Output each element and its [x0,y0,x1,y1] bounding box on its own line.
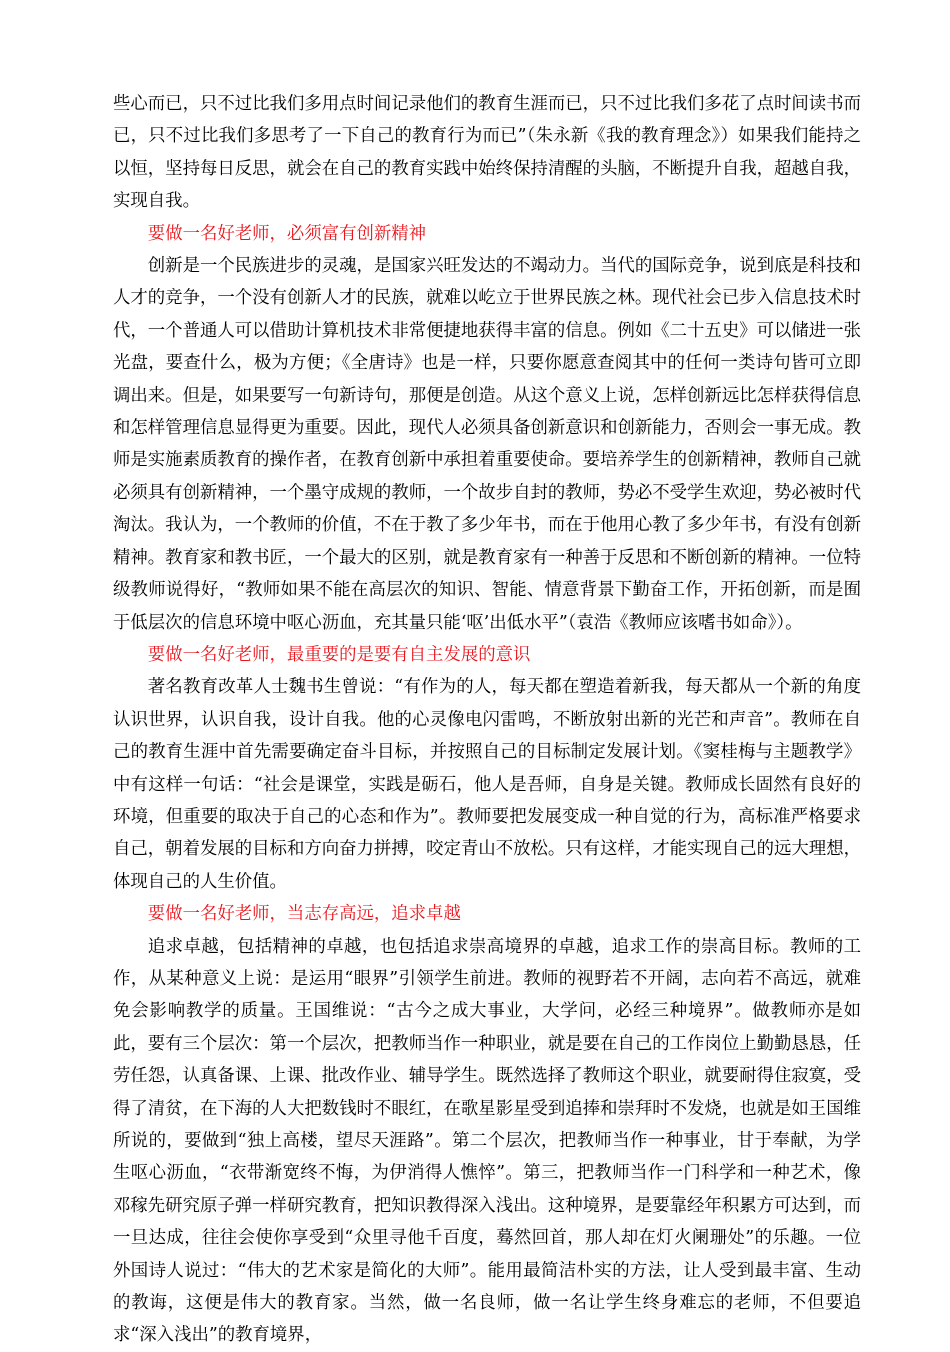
heading-self-development: 要做一名好老师，最重要的是要有自主发展的意识 [147,644,531,665]
heading-innovation: 要做一名好老师，必须富有创新精神 [147,223,427,244]
heading-pursue-excellence: 要做一名好老师，当志存高远，追求卓越 [147,904,461,925]
paragraph-innovation: 创新是一个民族进步的灵魂，是国家兴旺发达的不竭动力。当代的国际竞争，说到底是科技和人才的竞争，一个没有创新人才的民族，就难以屹立于世界民族之林。现代社会已步入信息技术时代，一个普通人可以借助计算机技术非常便捷地获得丰富的信息。例如《二十五史》可以储进一张光盘，要查什么，极为方便；《全唐诗》也是一样，只要你愿意查阅其中的任何一类诗句皆可立即调出来。但是，如果要写一句新诗句，那便是创造。从这个意义上说，怎样创新远比怎样获得信息和怎样管理信息显得更为重要。因此，现代人必须具备创新意识和创新能力，否则会一事无成。教师是实施素质教育的操作者，在教育创新中承担着重要使命。要培养学生的创新精神，教师自己就必须具有创新精神，一个墨守成规的教师，一个故步自封的教师，势必不受学生欢迎，势必被时代淘汰。我认为，一个教师的价值，不在于教了多少年书，而在于他用心教了多少年书，有没有创新精神。教育家和教书匠，一个最大的区别，就是教育家有一种善于反思和不断创新的精神。一位特级教师说得好，“教师如果不能在高层次的知识、智能、情意背景下勤奋工作，开拓创新，而是囿于低层次的信息环境中呕心沥血，充其量只能‘呕’出低水平”（袁浩《教师应该嗜书如命》）。 [113,256,861,633]
paragraph-self-development: 著名教育改革人士魏书生曾说：“有作为的人，每天都在塑造着新我，每天都从一个新的角度认识世界，认识自我，设计自我。他的心灵像电闪雷鸣，不断放射出新的光芒和声音”。教师在自己的教育生涯中首先需要确定奋斗目标，并按照自己的目标制定发展计划。《窦桂梅与主题教学》中有这样一句话：“社会是课堂，实践是砺石，他人是吾师，自身是关键。教师成长固然有良好的环境，但重要的取决于自己的心态和作为”。教师要把发展变成一种自觉的行为，高标准严格要求自己，朝着发展的目标和方向奋力拼搏，咬定青山不放松。只有这样，才能实现自己的远大理想，体现自己的人生价值。 [113,677,861,892]
document-page [113,88,861,1352]
paragraph-reflection-ending: 些心而已，只不过比我们多用点时间记录他们的教育生涯而已，只不过比我们多花了点时间读书而已，只不过比我们多思考了一下自己的教育行为而已”（朱永新《我的教育理念》）如果我们能持之以恒，坚持每日反思，就会在自己的教育实践中始终保持清醒的头脑，不断提升自我，超越自我，实现自我。 [113,94,861,212]
paragraph-pursue-excellence: 追求卓越，包括精神的卓越，也包括追求崇高境界的卓越，追求工作的崇高目标。教师的工作，从某种意义上说：是运用“眼界”引领学生前进。教师的视野若不开阔，志向若不高远，就难免会影响教学的质量。王国维说：“古今之成大事业，大学问，必经三种境界”。做教师亦是如此，要有三个层次：第一个层次，把教师当作一种职业，就是要在自己的工作岗位上勤勤恳恳，任劳任怨，认真备课、上课、批改作业、辅导学生。既然选择了教师这个职业，就要耐得住寂寞，受得了清贫，在下海的人大把数钱时不眼红，在歌星影星受到追捧和崇拜时不发烧，也就是如王国维所说的，要做到“独上高楼，望尽天涯路”。第二个层次，把教师当作一种事业，甘于奉献，为学生呕心沥血，“衣带渐宽终不悔，为伊消得人憔悴”。第三，把教师当作一门科学和一种艺术，像邓稼先研究原子弹一样研究教育，把知识教得深入浅出。这种境界，是要靠经年积累方可达到，而一旦达成，往往会使你享受到“众里寻他千百度，蓦然回首，那人却在灯火阑珊处”的乐趣。一位外国诗人说过：“伟大的艺术家是简化的大师”。能用最简洁朴实的方法，让人受到最丰富、生动的教诲，这便是伟大的教育家。当然，做一名良师，做一名让学生终身难忘的老师，不但要追求“深入浅出”的教育境界， [113,936,861,1346]
